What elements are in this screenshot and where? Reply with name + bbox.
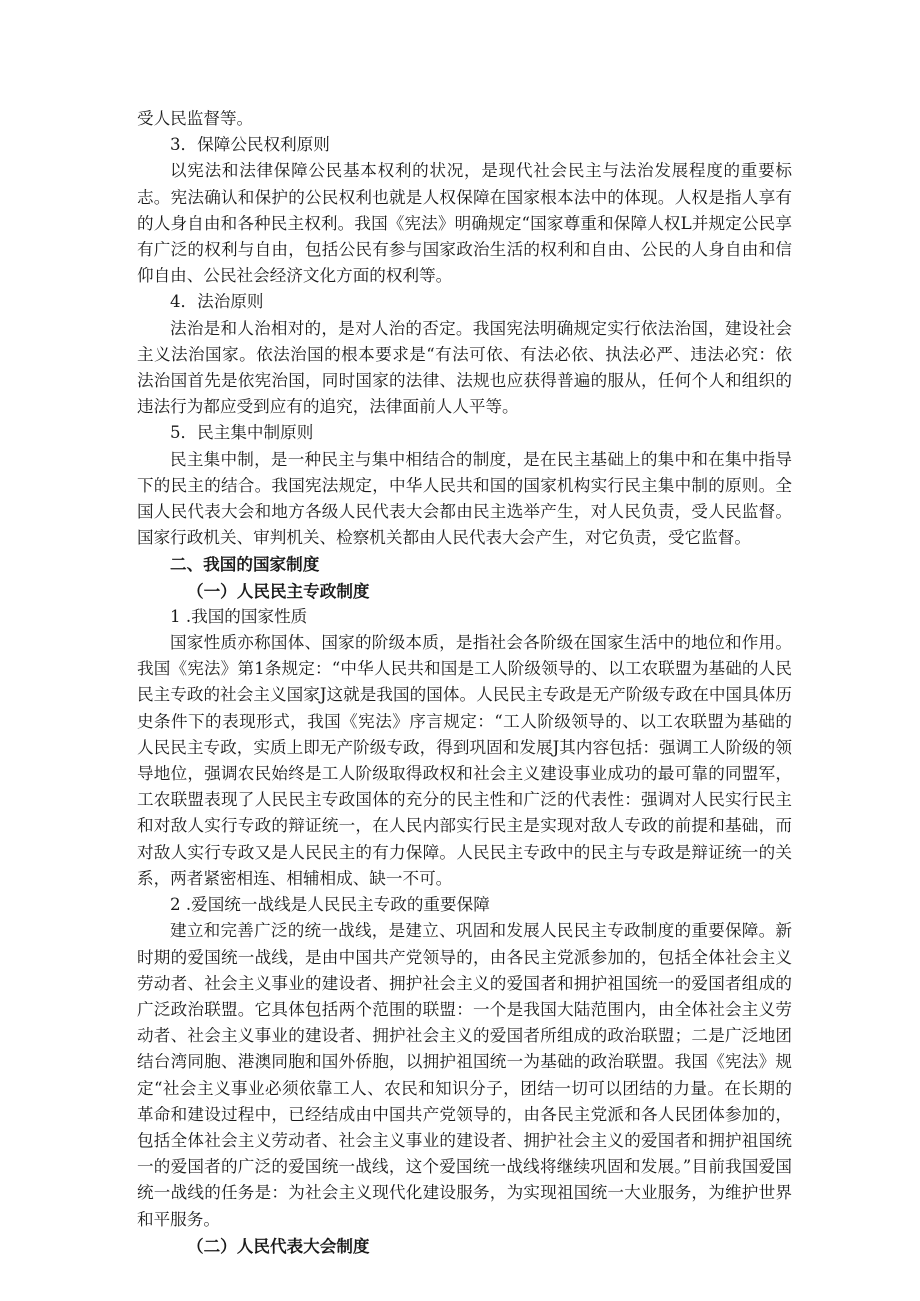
paragraph-united-front: 建立和完善广泛的统一战线，是建立、巩固和发展人民民主专政制度的重要保障。新时期的爱国统一战线，是由中国共产党领导的，由各民主党派参加的，包括全体社会主义劳动者、社会主义事业的建设者、拥护社会主义的爱国者和拥护祖国统一的爱国者组成的广泛政治联盟。它具体包括两个范围的联盟：一个是我国大陆范围内，由全体社会主义劳动者、社会主义事业的建设者、拥护社会主义的爱国者所组成的政治联盟；二是广泛地团结台湾同胞、港澳同胞和国外侨胞，以拥护祖国统一为基础的政治联盟。我国《宪法》规定“社会主义事业必须依靠工人、农民和知识分子，团结一切可以团结的力量。在长期的革命和建设过程中，已经结成由中国共产党领导的，由各民主党派和各人民团体参加的，包括全体社会主义劳动者、社会主义事业的建设者、拥护社会主义的爱国者和拥护祖国统一的爱国者的广泛的爱国统一战线，这个爱国统一战线将继续巩固和发展。”目前我国爱国统一战线的任务是：为社会主义现代化建设服务，为实现祖国统一大业服务，为维护世界和平服务。 xyxy=(137,921,792,1229)
heading-democratic-centralism: 5．民主集中制原则 xyxy=(170,423,314,443)
subsection-heading-peoples-democratic-dictatorship: （一）人民民主专政制度 xyxy=(187,580,370,601)
heading-rule-of-law: 4．法治原则 xyxy=(170,292,264,312)
paragraph-state-nature: 国家性质亦称国体、国家的阶级本质，是指社会各阶级在国家生活中的地位和作用。我国《宪法》第1条规定：“中华人民共和国是工人阶级领导的、以工农联盟为基础的人民民主专政的社会主义国家J这就是我国的国体。人民民主专政是无产阶级专政在中国具体历史条件下的表现形式，我国《宪法》序言规定：“工人阶级领导的、以工农联盟为基础的人民民主专政，实质上即无产阶级专政，得到巩固和发展J其内容包括：强调工人阶级的领导地位，强调农民始终是工人阶级取得政权和社会主义建设事业成功的最可靠的同盟军，工农联盟表现了人民民主专政国体的充分的民主性和广泛的代表性：强调对人民实行民主和对敌人实行专政的辩证统一，在人民内部实行民主是实现对敌人专政的前提和基础，而对敌人实行专政又是人民民主的有力保障。人民民主专政中的民主与专政是辩证统一的关系，两者紧密相连、相辅相成、缺一不可。 xyxy=(137,633,792,888)
subsection-heading-peoples-congress: （二）人民代表大会制度 xyxy=(187,1235,370,1256)
paragraph-continuation: 受人民监督等。 xyxy=(137,109,254,128)
paragraph-citizen-rights: 以宪法和法律保障公民基本权利的状况，是现代社会民主与法治发展程度的重要标志。宪法确认和保护的公民权利也就是人权保障在国家根本法中的体现。人权是指人享有的人身自由和各种民主权利。我国《宪法》明确规定“国家尊重和保障人权L并规定公民享有广泛的权利与自由，包括公民有参与国家政治生活的权利和自由、公民的人身自由和信仰自由、公民社会经济文化方面的权利等。 xyxy=(137,161,792,286)
section-heading-state-system: 二、我国的国家制度 xyxy=(170,554,320,575)
paragraph-rule-of-law: 法治是和人治相对的，是对人治的否定。我国宪法明确规定实行依法治国，建设社会主义法治国家。依法治国的根本要求是“有法可依、有法必依、执法必严、违法必究：依法治国首先是依宪治国，同时国家的法律、法规也应获得普遍的服从，任何个人和组织的违法行为都应受到应有的追究，法律面前人人平等。 xyxy=(137,318,792,417)
document-page xyxy=(137,106,792,1259)
heading-protect-citizen-rights: 3．保障公民权利原则 xyxy=(170,135,330,155)
heading-united-front: 2 .爱国统一战线是人民民主专政的重要保障 xyxy=(170,895,490,915)
paragraph-democratic-centralism: 民主集中制，是一种民主与集中相结合的制度，是在民主基础上的集中和在集中指导下的民主的结合。我国宪法规定，中华人民共和国的国家机构实行民主集中制的原则。全国人民代表大会和地方各级人民代表大会都由民主选举产生，对人民负责，受人民监督。国家行政机关、审判机关、检察机关都由人民代表大会产生，对它负责，受它监督。 xyxy=(137,449,792,548)
heading-state-nature: 1 .我国的国家性质 xyxy=(170,606,308,626)
